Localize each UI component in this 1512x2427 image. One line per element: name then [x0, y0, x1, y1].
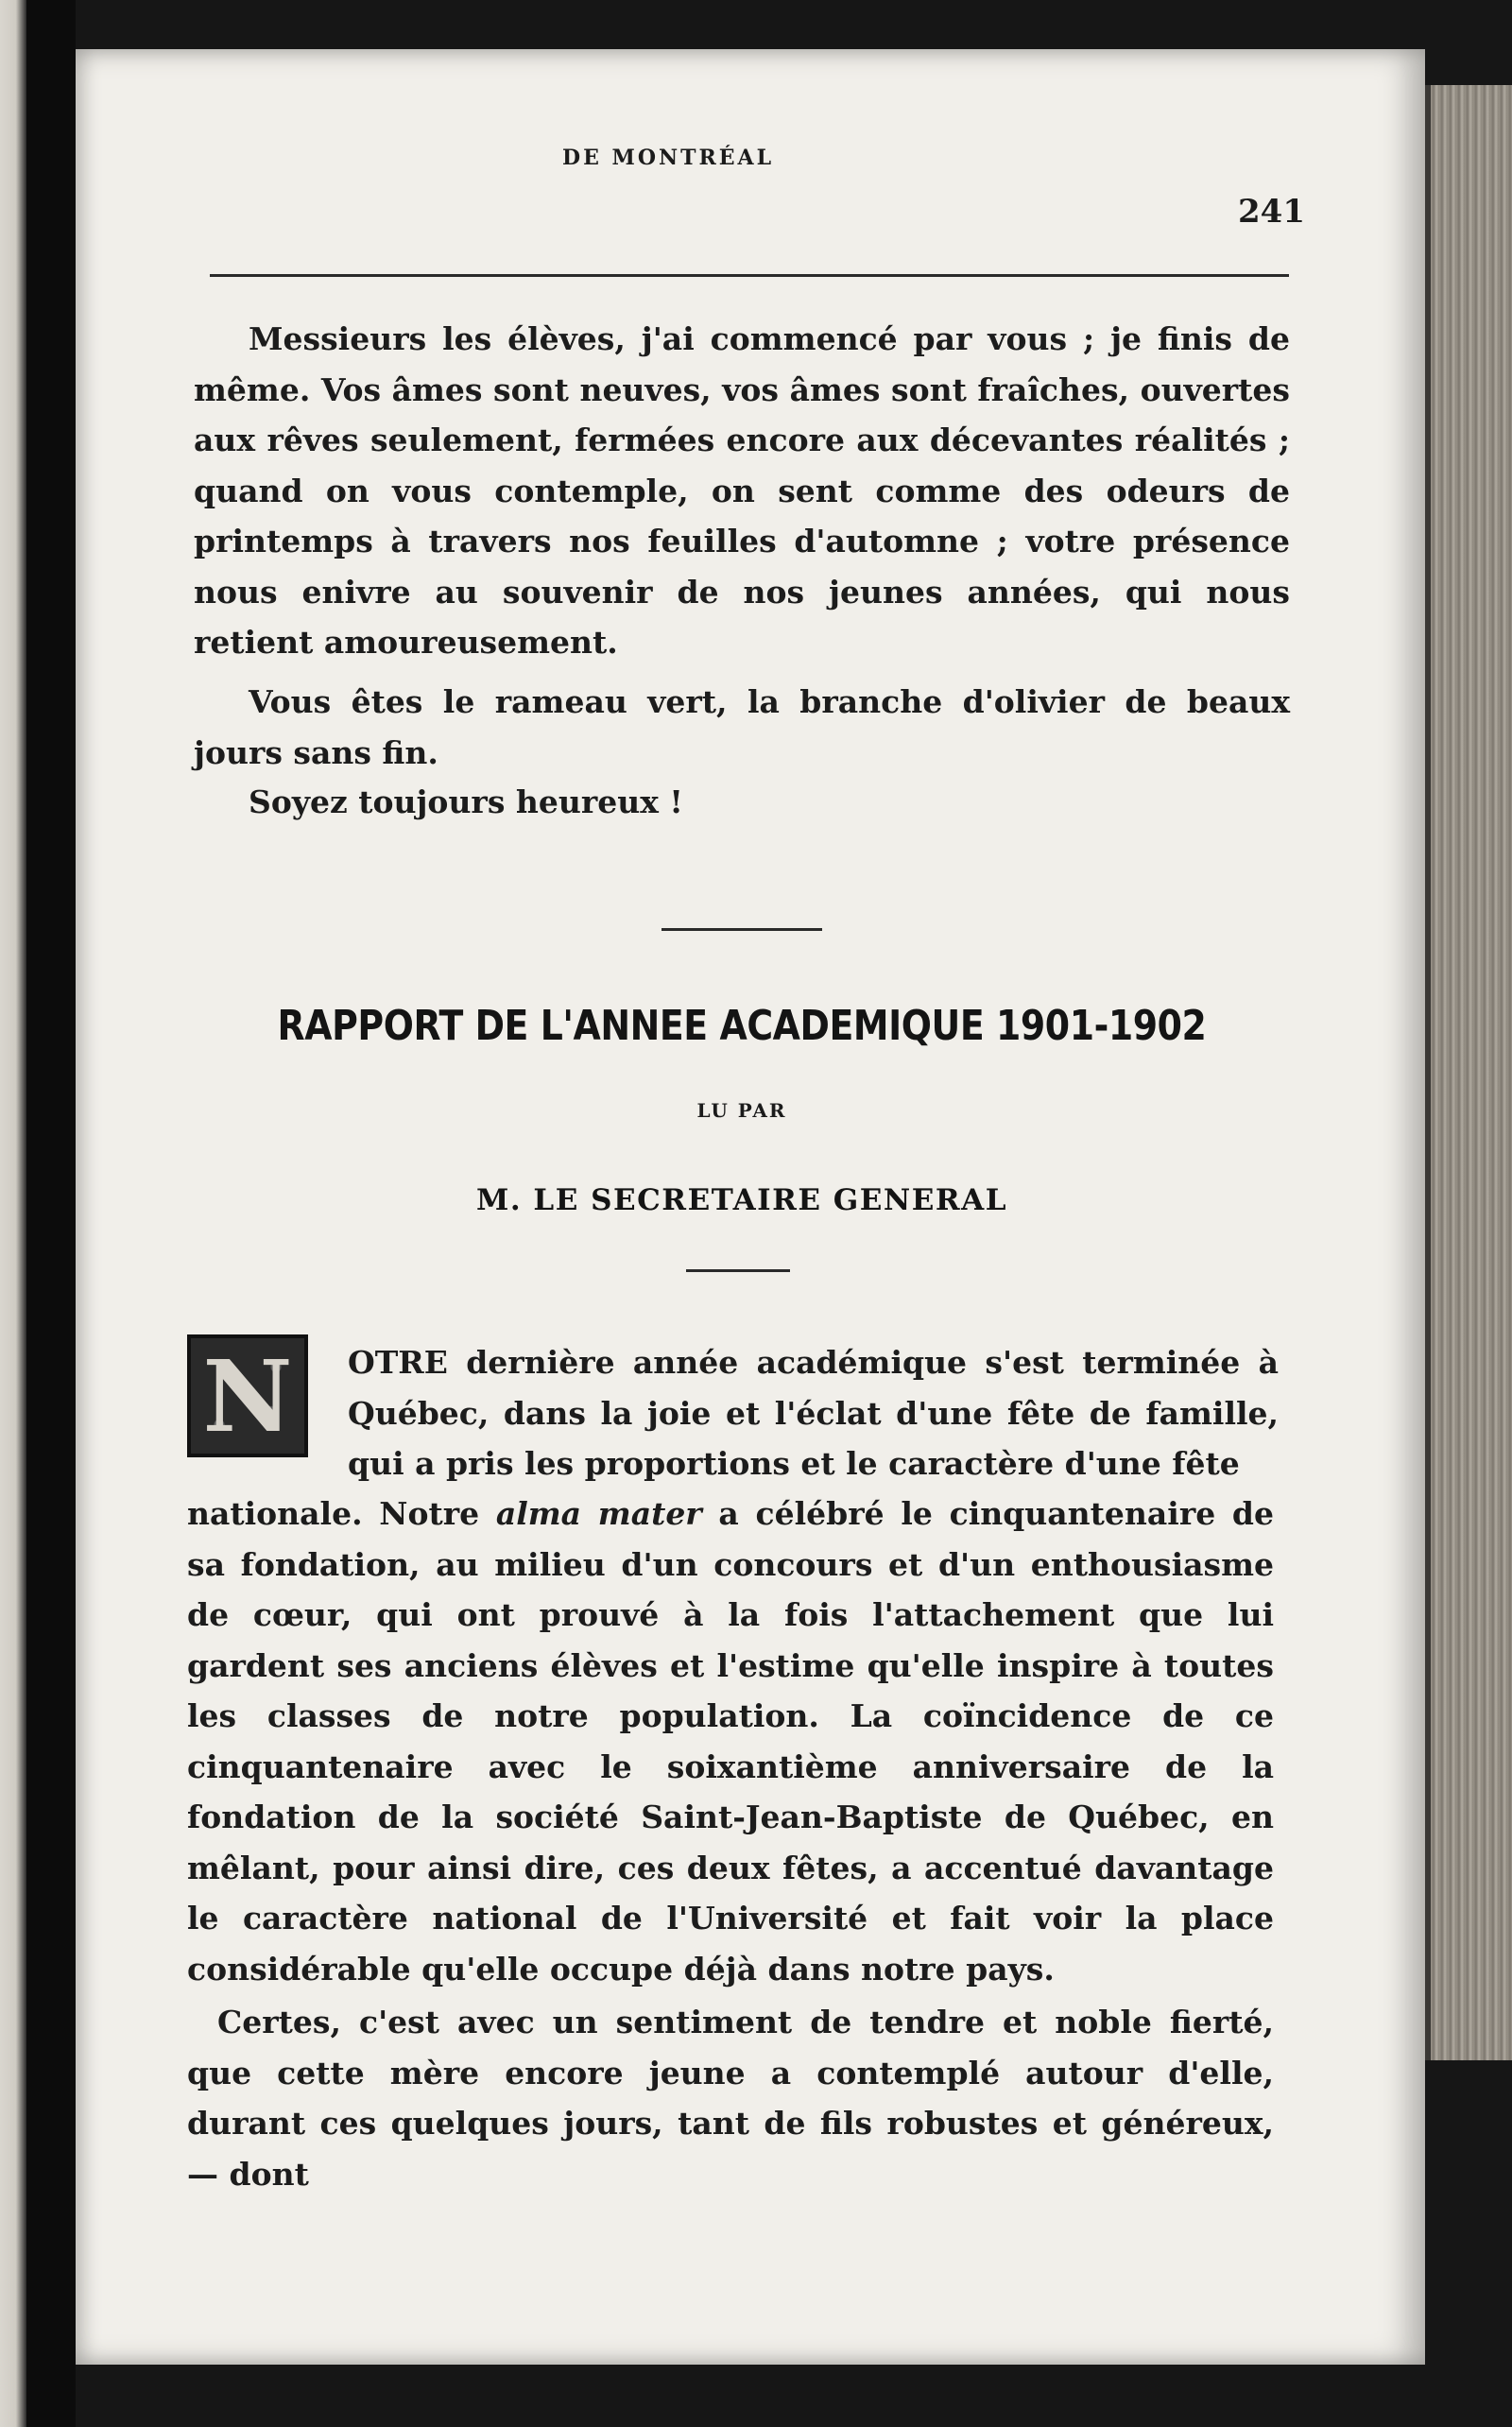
paragraph-certes: Certes, c'est avec un sentiment de tendre et noble fierté, que cette mère encore jeune a contemplé autour d'elle, durant ces quelques jours, tant de fils robustes et généreux, — dont: [187, 2004, 1274, 2193]
right-page-edges: [1425, 85, 1512, 2060]
body-opening-text: OTRE dernière année académique s'est terminée à Québec, dans la joie et l'éclat d'une fête de famille, qui a pris les proportions et le caractère d'une fête: [348, 1344, 1279, 1482]
author-separator: [686, 1269, 790, 1272]
paragraph-text: nationale. Notre: [187, 1495, 496, 1532]
report-author: M. LE SECRETAIRE GENERAL: [476, 1183, 1007, 1217]
left-page-edge: [0, 0, 26, 2427]
page-number: 241: [1238, 193, 1305, 231]
report-title: RAPPORT DE L'ANNEE ACADEMIQUE 1901-1902: [277, 1002, 1207, 1050]
paragraph-students: Messieurs les élèves, j'ai commencé par vous ; je finis de même. Vos âmes sont neuves, vos âmes sont fraîches, ouvertes aux rêves seulement, fermées encore aux décevantes réalités ; quand on vous contemple, on sent comme des odeurs de printemps à travers nos feuilles d'automne ; votre présence nous enivre au souvenir de nos jeunes années, qui nous retient amoureusement.: [194, 320, 1290, 661]
paragraph-soyez: Soyez toujours heureux !: [249, 783, 683, 820]
paragraph-rameau: Vous êtes le rameau vert, la branche d'olivier de beaux jours sans fin.: [194, 683, 1290, 771]
alma-mater-italic: alma mater: [495, 1495, 702, 1532]
header-rule: [210, 274, 1289, 277]
drop-cap-letter: N: [202, 1337, 293, 1454]
section-separator: [662, 928, 822, 931]
paragraph-alma-mater: [187, 1489, 1274, 1994]
drop-cap-ornament: [187, 1334, 308, 1457]
paragraph-text: a célébré le cinquantenaire de sa fondation, au milieu d'un concours et d'un enthousiasme de cœur, qui ont prouvé à la fois l'attachement que lui gardent ses anciens élèves et l'estime qu'elle inspire à toutes les classes de notre population. La coïncidence de ce cinquantenaire avec le soixantième anniversaire de la fondation de la société Saint-Jean-Baptiste de Québec, en mêlant, pour ainsi dire, ces deux fêtes, a accentué davantage le caractère national de l'Université et fait voir la place considérable qu'elle occupe déjà dans notre pays.: [187, 1495, 1274, 1988]
lu-par-label: LU PAR: [696, 1099, 787, 1122]
running-head: DE MONTRÉAL: [562, 146, 775, 170]
gutter-shadow: [26, 0, 76, 2427]
